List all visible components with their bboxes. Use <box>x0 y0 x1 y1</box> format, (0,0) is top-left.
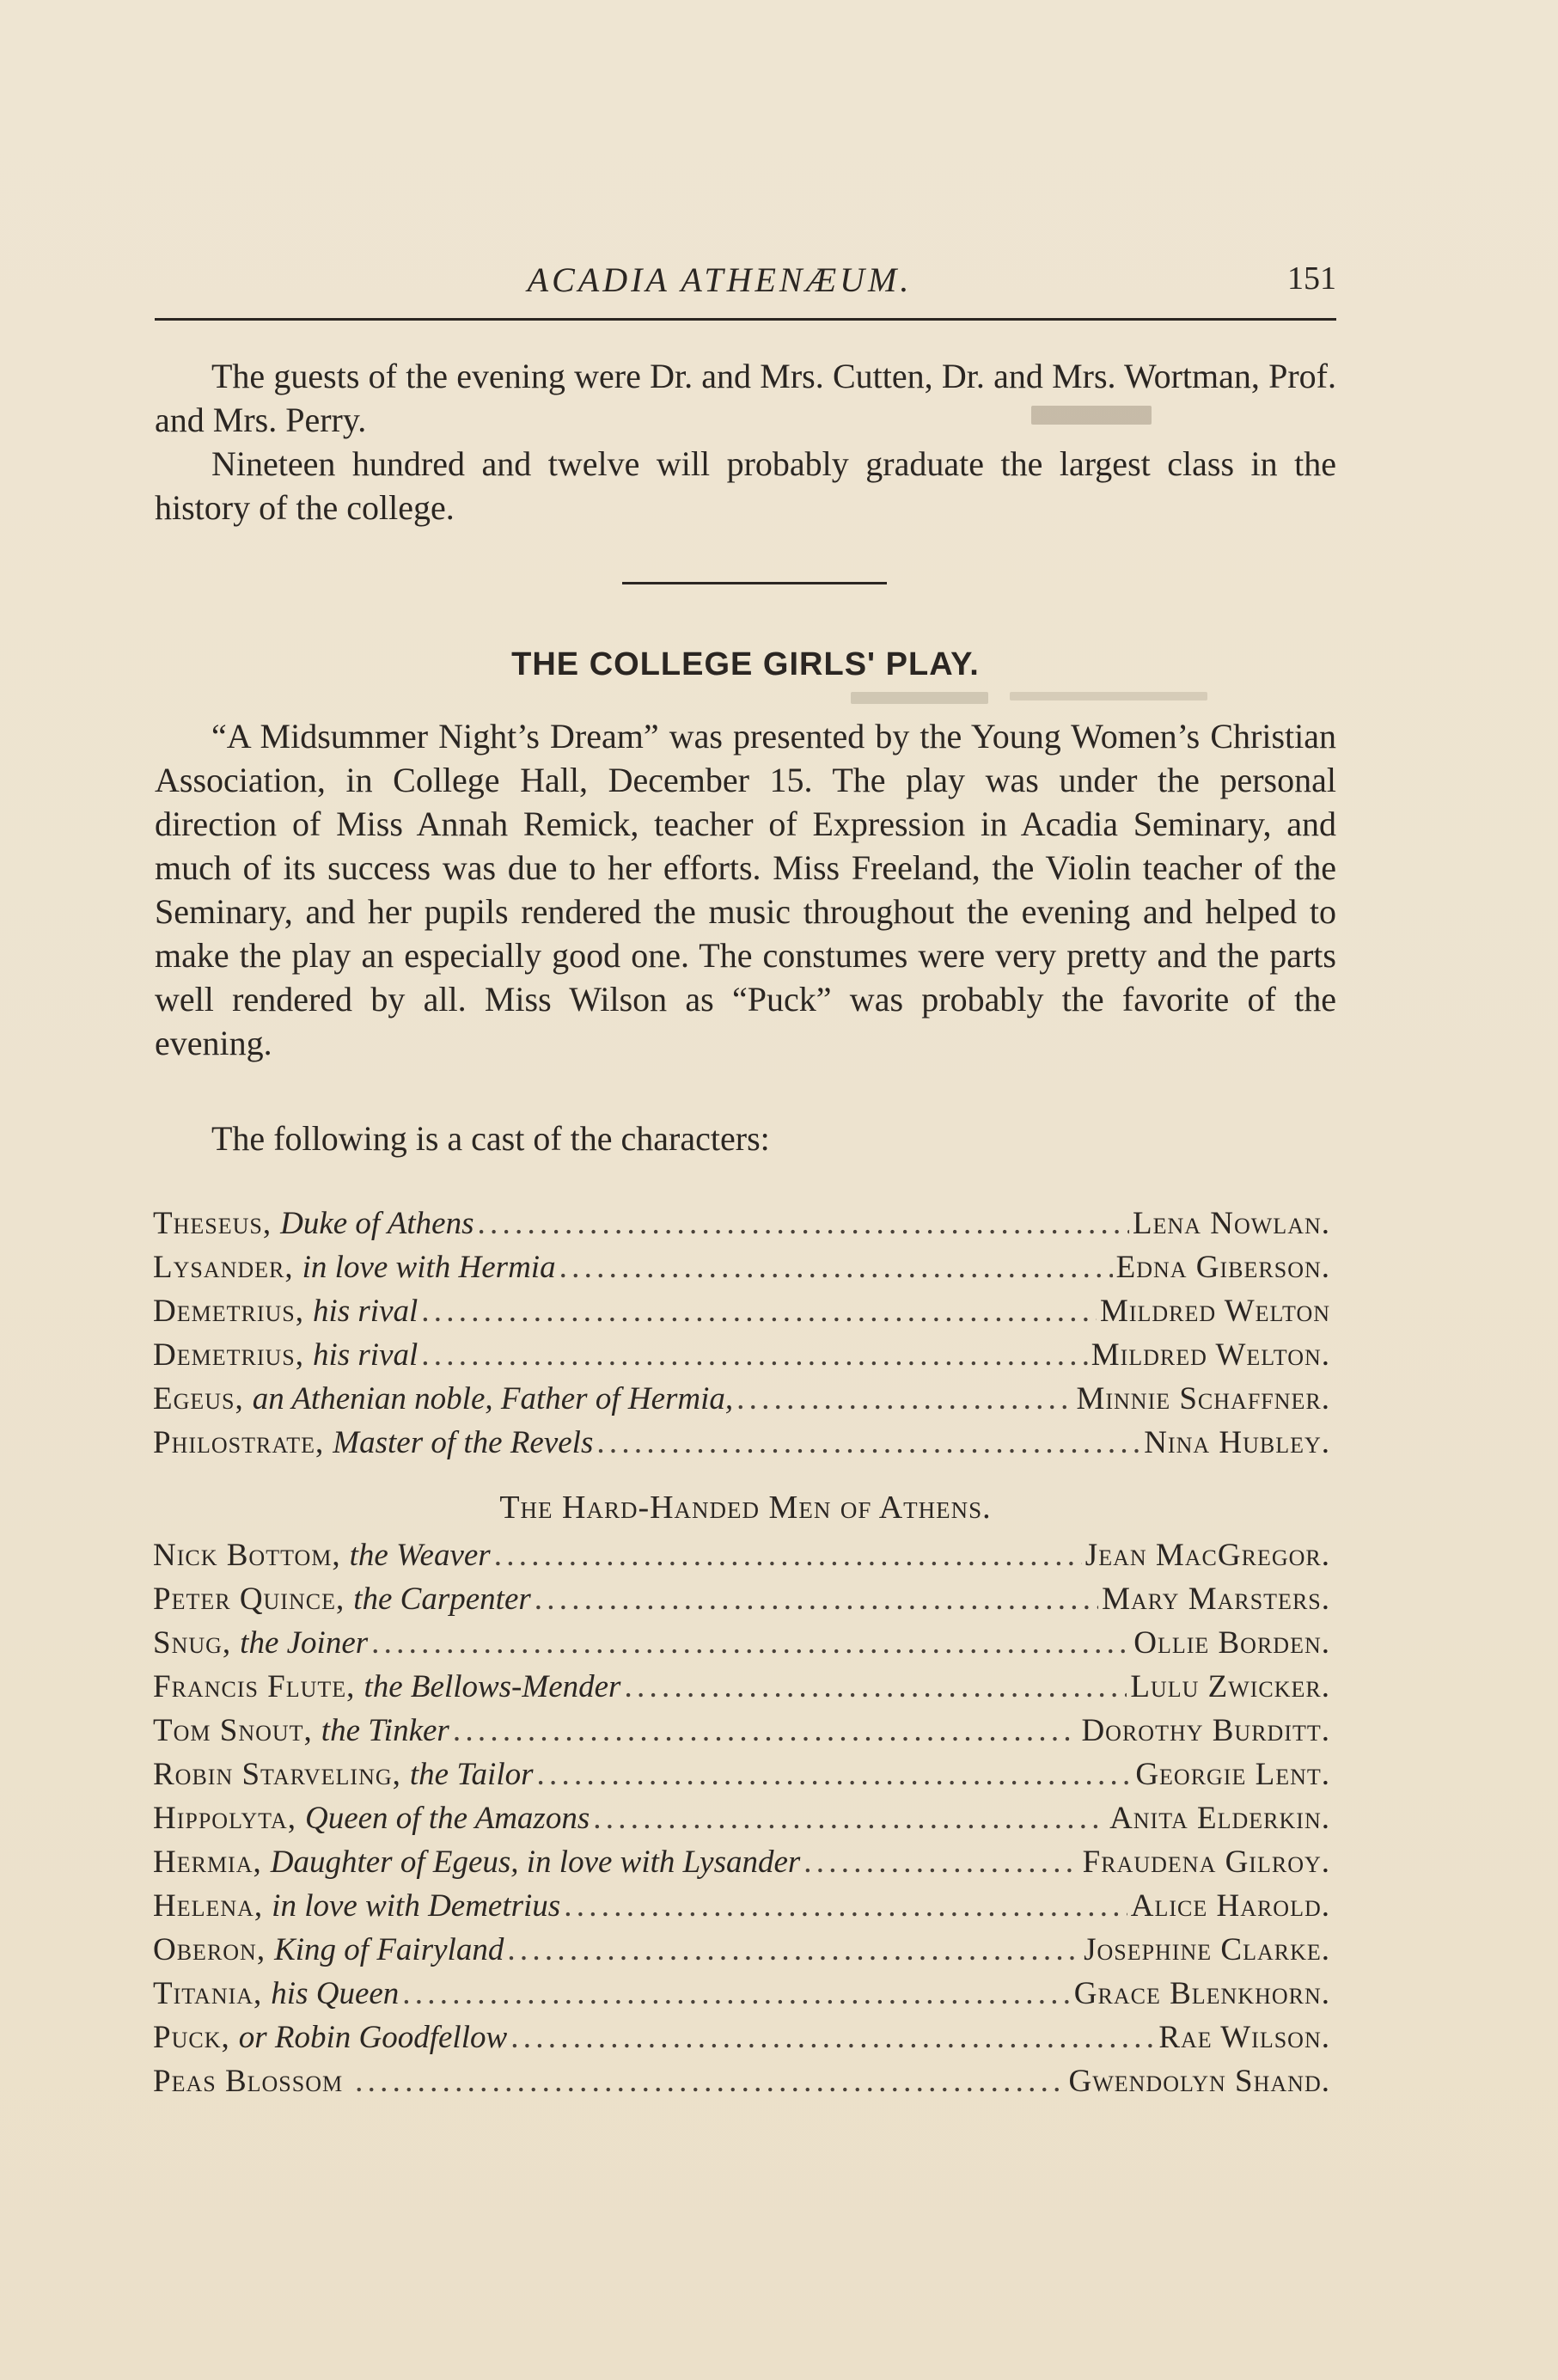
cast-row <box>153 1753 1330 1796</box>
play-paragraph: “A Midsummer Night’s Dream” was presented by the Young Women’s Christian Association, in College Hall, December 15. The play was under the personal direction of Miss Annah Remick, teacher of Expression in Acadia Seminary, and much of its success was due to her efforts. Miss Freeland, the Violin teacher of the Seminary, and her pupils rendered the music throughout the evening and helped to make the play an especially good one. The constumes were very pretty and the parts well rendered by all. Miss Wilson as “Puck” was probably the favorite of the evening. <box>155 717 1336 1062</box>
cast-role: Puck, <box>153 2020 230 2055</box>
cast-actor: Nina Hubley. <box>1144 1425 1330 1460</box>
cast-row <box>153 1709 1330 1753</box>
dot-leader <box>803 1840 1078 1884</box>
cast-role: Peter Quince, <box>153 1582 345 1617</box>
cast-row <box>153 1202 1330 1245</box>
cast-description: King of Fairyland <box>274 1932 504 1967</box>
running-head: ACADIA ATHENÆUM. <box>527 260 913 299</box>
cast-role: Robin Starveling, <box>153 1757 401 1792</box>
cast-row <box>153 1333 1330 1377</box>
cast-role: Snug, <box>153 1625 232 1661</box>
cast-actor: Mary Marsters. <box>1102 1582 1330 1617</box>
cast-actor: Mildred Welton <box>1099 1294 1330 1329</box>
cast-actor: Josephine Clarke. <box>1084 1932 1330 1967</box>
cast-description: the Weaver <box>349 1538 491 1573</box>
cast-list-mechanicals <box>153 1533 1330 2103</box>
cast-description: in love with Hermia <box>302 1250 556 1285</box>
cast-actor: Lulu Zwicker. <box>1130 1669 1330 1704</box>
cast-row <box>153 1377 1330 1421</box>
cast-list-principals <box>153 1202 1330 1465</box>
dot-leader <box>624 1665 1127 1709</box>
dot-leader <box>421 1289 1097 1333</box>
cast-actor: Alice Harold. <box>1130 1888 1330 1924</box>
cast-row <box>153 1289 1330 1333</box>
dot-leader <box>355 2059 1065 2103</box>
dot-leader <box>453 1709 1078 1753</box>
cast-role: Titania, <box>153 1976 263 2011</box>
ink-smudge <box>1031 406 1152 425</box>
cast-description: in love with Demetrius <box>272 1888 561 1924</box>
dot-leader <box>564 1884 1127 1928</box>
cast-description: Duke of Athens <box>280 1206 474 1241</box>
intro-paragraph-2: Nineteen hundred and twelve will probably graduate the largest class in the history of the college. <box>155 444 1336 527</box>
cast-actor: Gwendolyn Shand. <box>1068 2064 1330 2099</box>
cast-role: Tom Snout, <box>153 1713 313 1748</box>
cast-row <box>153 1840 1330 1884</box>
cast-row <box>153 2016 1330 2059</box>
dot-leader <box>537 1753 1133 1796</box>
cast-role: Peas Blossom <box>153 2064 344 2099</box>
cast-description: the Joiner <box>240 1625 369 1661</box>
dot-leader <box>736 1377 1072 1421</box>
cast-description: Master of the Revels <box>333 1425 594 1460</box>
ink-smudge <box>1010 692 1207 701</box>
ink-smudge <box>851 692 988 704</box>
cast-role: Nick Bottom, <box>153 1538 341 1573</box>
dot-leader <box>477 1202 1129 1245</box>
cast-row <box>153 1665 1330 1709</box>
cast-row <box>153 1928 1330 1972</box>
dot-leader <box>593 1796 1106 1840</box>
cast-role: Hippolyta, <box>153 1801 296 1836</box>
dot-leader <box>402 1972 1070 2016</box>
cast-role: Oberon, <box>153 1932 266 1967</box>
cast-role: Demetrius, <box>153 1294 304 1329</box>
cast-role: Theseus, <box>153 1206 272 1241</box>
dot-leader <box>596 1421 1140 1465</box>
cast-actor: Grace Blenkhorn. <box>1073 1976 1330 2011</box>
cast-description: his rival <box>312 1294 419 1329</box>
intro-paragraph-1: The guests of the evening were Dr. and Mrs. Cutten, Dr. and Mrs. Wortman, Prof. and Mrs. Perry. <box>155 357 1336 439</box>
cast-intro: The following is a cast of the characters: <box>211 1119 770 1158</box>
cast-role: Lysander, <box>153 1250 294 1285</box>
cast-description: Daughter of Egeus, in love with Lysander <box>270 1845 801 1880</box>
cast-subheading: The Hard-Handed Men of Athens. <box>499 1490 992 1526</box>
header-rule <box>155 318 1336 321</box>
cast-actor: Edna Giberson. <box>1115 1250 1330 1285</box>
cast-description: or Robin Goodfellow <box>238 2020 508 2055</box>
cast-description: the Tailor <box>409 1757 534 1792</box>
cast-description: the Bellows-Mender <box>364 1669 621 1704</box>
cast-row <box>153 1972 1330 2016</box>
page-number: 151 <box>1287 260 1336 297</box>
cast-row <box>153 2059 1330 2103</box>
cast-actor: Jean MacGregor. <box>1084 1538 1330 1573</box>
cast-role: Demetrius, <box>153 1337 304 1373</box>
cast-description: the Carpenter <box>353 1582 531 1617</box>
section-title: THE COLLEGE GIRLS' PLAY. <box>511 646 980 682</box>
cast-description: Queen of the Amazons <box>304 1801 590 1836</box>
cast-actor: Lena Nowlan. <box>1132 1206 1330 1241</box>
cast-actor: Minnie Schaffner. <box>1076 1381 1330 1416</box>
cast-role: Egeus, <box>153 1381 244 1416</box>
dot-leader <box>494 1533 1082 1577</box>
cast-actor: Rae Wilson. <box>1158 2020 1330 2055</box>
cast-description: the Tinker <box>321 1713 449 1748</box>
page-header <box>155 249 1336 301</box>
cast-row <box>153 1884 1330 1928</box>
cast-actor: Mildred Welton. <box>1091 1337 1330 1373</box>
cast-actor: Fraudena Gilroy. <box>1082 1845 1330 1880</box>
cast-role: Helena, <box>153 1888 264 1924</box>
cast-description: his Queen <box>271 1976 400 2011</box>
dot-leader <box>507 1928 1080 1972</box>
cast-role: Hermia, <box>153 1845 262 1880</box>
cast-row <box>153 1421 1330 1465</box>
cast-role: Philostrate, <box>153 1425 325 1460</box>
cast-description: an Athenian noble, Father of Hermia, <box>252 1381 734 1416</box>
cast-actor: Anita Elderkin. <box>1109 1801 1330 1836</box>
dot-leader <box>510 2016 1155 2059</box>
dot-leader <box>535 1577 1098 1621</box>
cast-actor: Ollie Borden. <box>1133 1625 1330 1661</box>
cast-row <box>153 1621 1330 1665</box>
cast-row <box>153 1533 1330 1577</box>
cast-row <box>153 1245 1330 1289</box>
dot-leader <box>421 1333 1087 1377</box>
cast-description: his rival <box>312 1337 419 1373</box>
section-divider <box>622 582 887 584</box>
cast-actor: Dorothy Burditt. <box>1081 1713 1330 1748</box>
dot-leader <box>371 1621 1130 1665</box>
cast-row <box>153 1796 1330 1840</box>
dot-leader <box>559 1245 1113 1289</box>
cast-role: Francis Flute, <box>153 1669 356 1704</box>
cast-actor: Georgie Lent. <box>1135 1757 1330 1792</box>
cast-row <box>153 1577 1330 1621</box>
